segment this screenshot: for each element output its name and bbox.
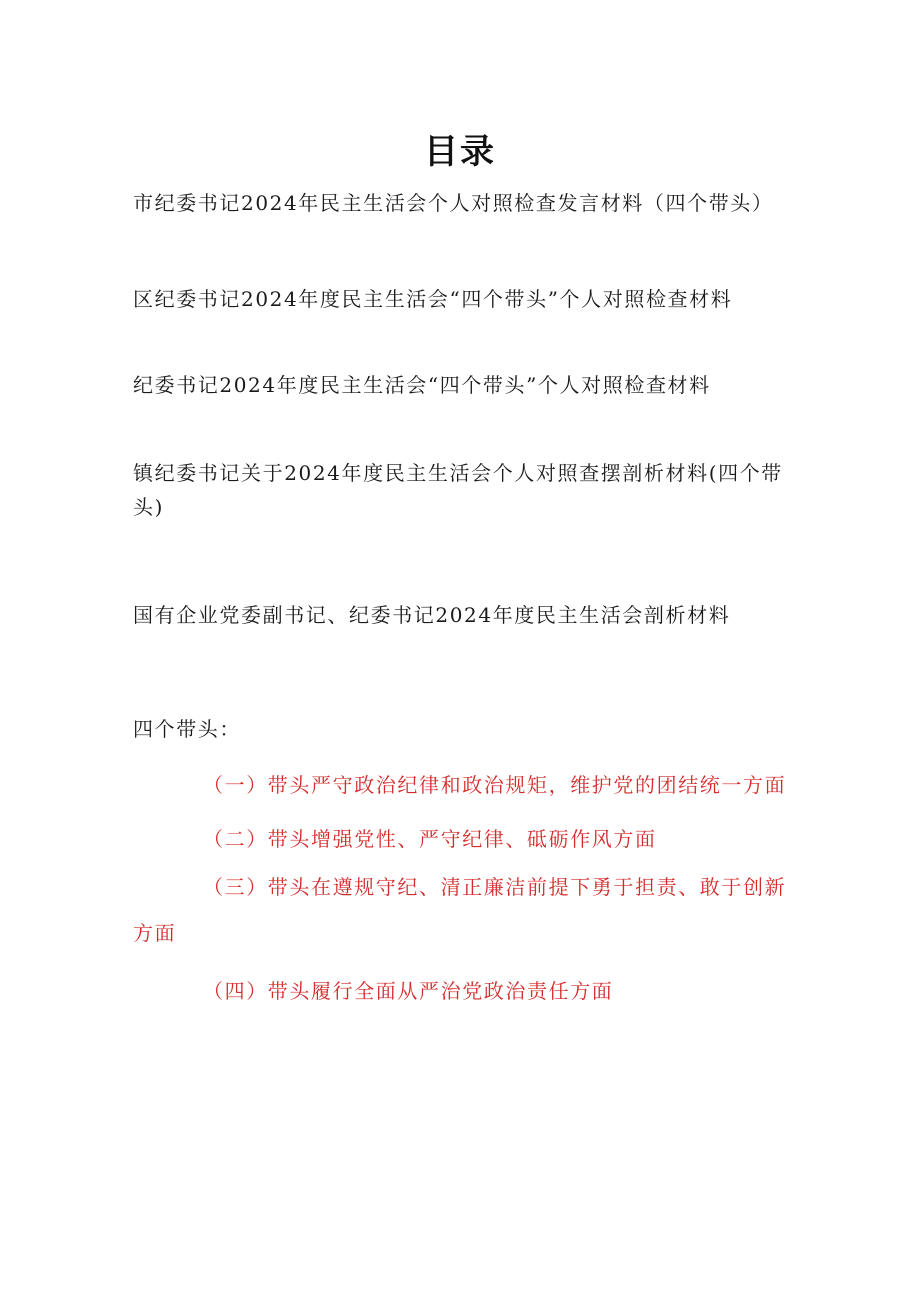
four-leads-heading: 四个带头： [133, 717, 241, 741]
toc-item[interactable]: 国有企业党委副书记、纪委书记2024年度民主生活会剖析材料 [133, 603, 731, 627]
toc-item[interactable]: 纪委书记2024年度民主生活会“四个带头”个人对照检查材料 [133, 373, 711, 397]
four-leads-list [133, 762, 803, 1014]
four-leads-item: （三）带头在遵规守纪、清正廉洁前提下勇于担责、敢于创新方面 [133, 875, 787, 945]
four-leads-item: （二）带头增强党性、严守纪律、砥砺作风方面 [203, 827, 657, 851]
table-of-contents [133, 186, 803, 632]
four-leads-item: （四）带头履行全面从严治党政治责任方面 [203, 979, 614, 1003]
four-leads-item: （一）带头严守政治纪律和政治规矩，维护党的团结统一方面 [203, 773, 787, 797]
toc-item[interactable]: 市纪委书记2024年民主生活会个人对照检查发言材料（四个带头） [133, 191, 774, 215]
toc-item[interactable]: 区纪委书记2024年度民主生活会“四个带头”个人对照检查材料 [133, 287, 733, 311]
page-title: 目录 [424, 132, 496, 172]
toc-item[interactable]: 镇纪委书记关于2024年度民主生活会个人对照查摆剖析材料(四个带头) [133, 461, 783, 519]
